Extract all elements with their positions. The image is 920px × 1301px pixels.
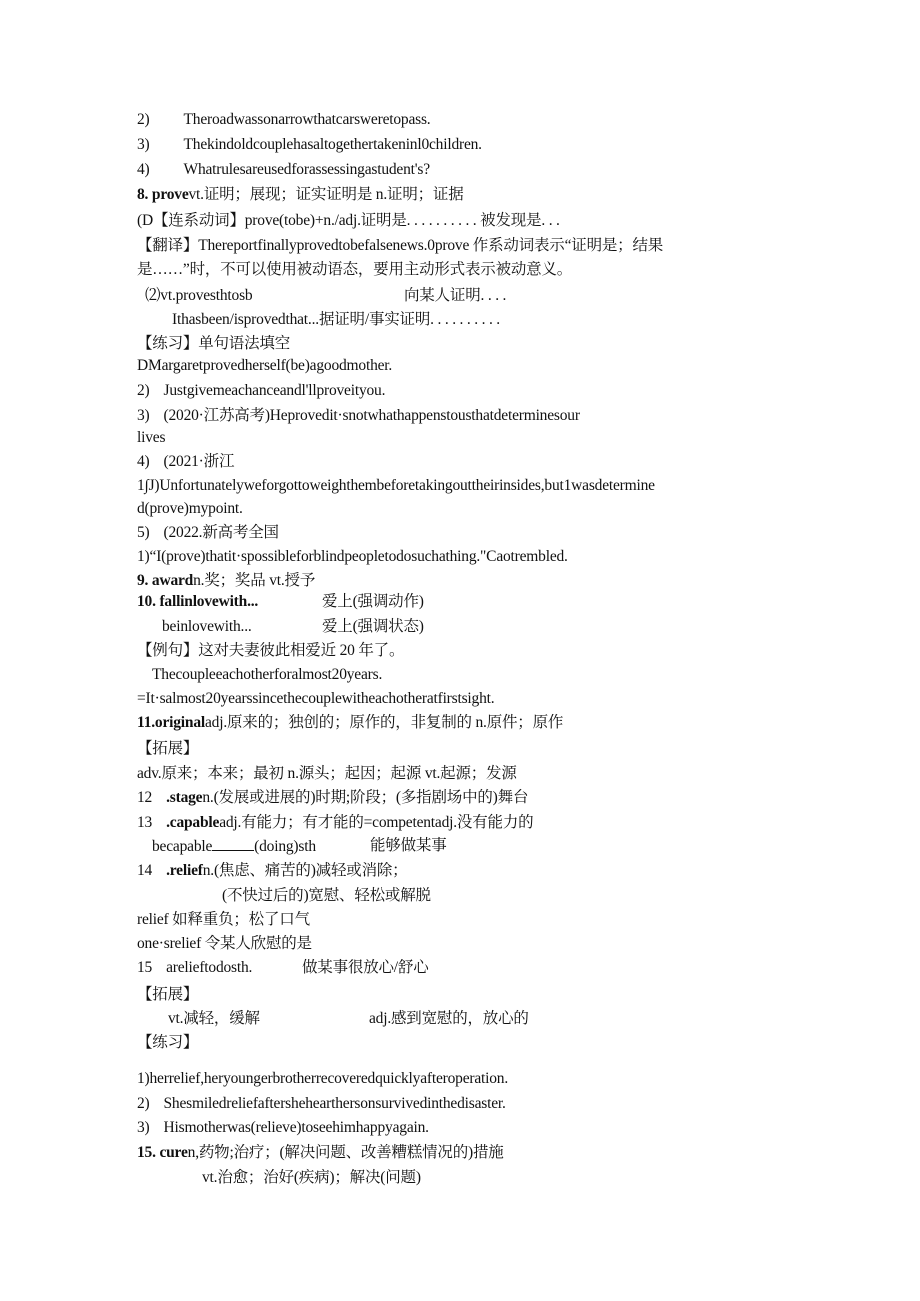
- vocab-definition: vt.证明；展现；证实证明是 n.证明；证据: [188, 186, 464, 203]
- line-text: lives: [137, 429, 166, 446]
- item-number: 13: [137, 814, 153, 831]
- line-text: Whatrulesareusedforassessingastudent's?: [183, 161, 430, 178]
- exercise-line: [137, 452, 234, 472]
- item-number: 3): [137, 136, 150, 153]
- vocab-word: .relief: [166, 862, 203, 879]
- vocab-heading: [137, 185, 464, 205]
- item-number: 14: [137, 862, 153, 879]
- line-text: (doing)sth: [254, 838, 316, 855]
- vocab-phrase: [137, 934, 312, 954]
- line-text: 爱上(强调状态): [322, 618, 424, 635]
- item-number: 5): [137, 524, 150, 541]
- line-text: one·srelief 令某人欣慰的是: [137, 935, 312, 952]
- section-label: [137, 739, 198, 759]
- line-text: Thekindoldcouplehasaltogethertakeninl0children.: [183, 136, 482, 153]
- vocab-definition: [322, 617, 424, 637]
- vocab-word: 8. prove: [137, 186, 189, 203]
- line-text: adv.原来；本来；最初 n.源头；起因；起源 vt.起源；发源: [137, 765, 517, 782]
- line-text: (不快过后的)宽慰、轻松或解脱: [222, 887, 431, 904]
- vocab-definition: adj.原来的；独创的；原作的，非复制的 n.原件；原作: [205, 714, 564, 731]
- line-text: Thecoupleeachotherforalmost20years.: [152, 666, 383, 683]
- item-number: 12: [137, 789, 153, 806]
- extension-line: [369, 1009, 529, 1029]
- line-text: 【拓展】: [137, 986, 199, 1003]
- line-text: (2020·江苏高考)Heprovedit·snotwhathappenstousthatdeterminesour: [163, 407, 580, 424]
- usage-line: [172, 310, 500, 330]
- vocab-definition: n.(发展或进展的)时期;阶段；(多指剧场中的)舞台: [202, 789, 529, 806]
- line-text: adj.感到宽慰的，放心的: [369, 1010, 529, 1027]
- line-text: (2022.新高考全国: [163, 524, 279, 541]
- vocab-definition: n,药物;治疗；(解决问题、改善糟糕情况的)措施: [187, 1144, 504, 1161]
- line-text: (D【连系动词】prove(tobe)+n./adj.证明是. . . . . . . . . . 被发现是. . .: [137, 212, 560, 229]
- vocab-heading: [137, 571, 315, 591]
- item-number: 4): [137, 161, 150, 178]
- line-text: 1∫J)Unfortunatelyweforgottoweighthembeforetakingouttheirinsides,but1wasdetermine: [137, 477, 655, 494]
- vocab-definition: [302, 958, 429, 978]
- vocab-heading: [137, 813, 533, 833]
- vocab-phrase: [162, 617, 252, 637]
- line-text: 1)“I(prove)thatit·spossibleforblindpeopletodosuchathing."Caotrembled.: [137, 548, 568, 565]
- vocab-heading: [137, 861, 407, 881]
- section-label: 【翻译】: [137, 237, 199, 254]
- extension-line: [137, 764, 517, 784]
- fill-blank: [212, 836, 254, 851]
- line-text: 做某事很放心/舒心: [302, 959, 429, 976]
- line-text: 【例句】这对夫妻彼此相爱近 20 年了。: [137, 642, 405, 659]
- vocab-word: .capable: [166, 814, 220, 831]
- item-number: 3): [137, 1119, 150, 1136]
- vocab-heading: [137, 788, 528, 808]
- vocab-heading: [137, 1143, 504, 1163]
- exercise-line: [137, 1118, 429, 1138]
- item-number: 4): [137, 453, 150, 470]
- line-text: Thereportfinallyprovedtobefalsenews.0prove 作系动词表示“证明是；结果: [198, 237, 664, 254]
- vocab-definition: [322, 592, 424, 612]
- exercise-line: [137, 356, 392, 376]
- vocab-definition: n.奖；奖品 vt.授予: [193, 572, 316, 589]
- exercise-line: [137, 547, 568, 567]
- line-text: 向某人证明. . . .: [404, 287, 507, 304]
- example-line: [137, 641, 404, 661]
- vocab-definition: [222, 886, 431, 906]
- exercise-line: [137, 1069, 508, 1089]
- line-text: 【练习】单句语法填空: [137, 335, 291, 352]
- usage-line: [145, 286, 252, 306]
- item-number: 2): [137, 1095, 150, 1112]
- vocab-phrase: [152, 836, 316, 857]
- extension-line: [168, 1009, 260, 1029]
- vocab-definition: [202, 1168, 421, 1188]
- line-text: vt.减轻，缓解: [168, 1010, 260, 1027]
- vocab-heading: [137, 592, 258, 612]
- example-line: [137, 689, 494, 709]
- line-text: becapable: [152, 838, 213, 855]
- section-label: [137, 1033, 198, 1053]
- line-text: 1)herrelief,heryoungerbrotherrecoveredquicklyafteroperation.: [137, 1070, 508, 1087]
- line-text: Theroadwassonarrowthatcarsweretopass.: [183, 111, 431, 128]
- usage-meaning: [404, 286, 506, 306]
- usage-line: [137, 211, 560, 231]
- line-text: DMargaretprovedherself(be)agoodmother.: [137, 357, 393, 374]
- exercise-line: [137, 428, 165, 448]
- line-text: relief 如释重负；松了口气: [137, 911, 310, 928]
- line-text: 爱上(强调动作): [322, 593, 424, 610]
- vocab-word: 11.original: [137, 714, 205, 731]
- translation-line: [137, 236, 663, 256]
- item-number: 2): [137, 111, 150, 128]
- line-text: 是……”时，不可以使用被动语态，要用主动形式表示被动意义。: [137, 261, 573, 278]
- vocab-definition: n.(焦虑、痛苦的)减轻或消除；: [202, 862, 408, 879]
- line-text: Ithasbeen/isprovedthat...据证明/事实证明. . . . . . . . . .: [172, 311, 500, 328]
- line-text: 【拓展】: [137, 740, 199, 757]
- exercise-line: [137, 476, 655, 496]
- item-number: 2): [137, 382, 150, 399]
- line-text: dosth.: [215, 959, 253, 976]
- line-text: =It·salmost20yearssincethecouplewitheachotheratfirstsight.: [137, 690, 495, 707]
- exercise-line: [137, 160, 430, 180]
- line-text: ⑵vt.provesthtosb: [145, 287, 253, 304]
- line-text: 【练习】: [137, 1034, 199, 1051]
- vocab-word: 9. award: [137, 572, 194, 589]
- vocab-phrase: [137, 958, 252, 978]
- exercise-line: [137, 381, 385, 401]
- vocab-phrase: [137, 910, 310, 930]
- item-number: 15: [137, 959, 153, 976]
- vocab-word: 10. fallinlovewith...: [137, 593, 259, 610]
- exercise-line: [137, 110, 430, 130]
- line-text: Justgivemeachanceandl'llproveityou.: [163, 382, 386, 399]
- exercise-line: [137, 406, 580, 426]
- vocab-definition: adj.有能力；有才能的=competentadj.没有能力的: [219, 814, 534, 831]
- line-text: Shesmiledreliefaftershehearthersonsurvivedinthedisaster.: [163, 1095, 506, 1112]
- line-text: beinlovewith...: [162, 618, 252, 635]
- vocab-definition: [370, 836, 447, 856]
- line-text: 能够做某事: [370, 837, 447, 854]
- line-text: Hismotherwas(relieve)toseehimhappyagain.: [163, 1119, 429, 1136]
- line-text: (2021·浙江: [163, 453, 235, 470]
- vocab-heading: [137, 713, 563, 733]
- line-text: vt.治愈；治好(疾病)；解决(问题): [202, 1169, 421, 1186]
- vocab-word: .stage: [166, 789, 203, 806]
- translation-line: [137, 260, 572, 280]
- line-text: areliefto: [166, 959, 216, 976]
- exercise-line: [137, 1094, 506, 1114]
- line-text: d(prove)mypoint.: [137, 500, 243, 517]
- exercise-line: [137, 523, 279, 543]
- example-line: [152, 665, 382, 685]
- vocab-word: 15. cure: [137, 1144, 188, 1161]
- section-label: [137, 985, 198, 1005]
- exercise-line: [137, 135, 482, 155]
- section-label: [137, 334, 290, 354]
- item-number: 3): [137, 407, 150, 424]
- exercise-line: [137, 499, 243, 519]
